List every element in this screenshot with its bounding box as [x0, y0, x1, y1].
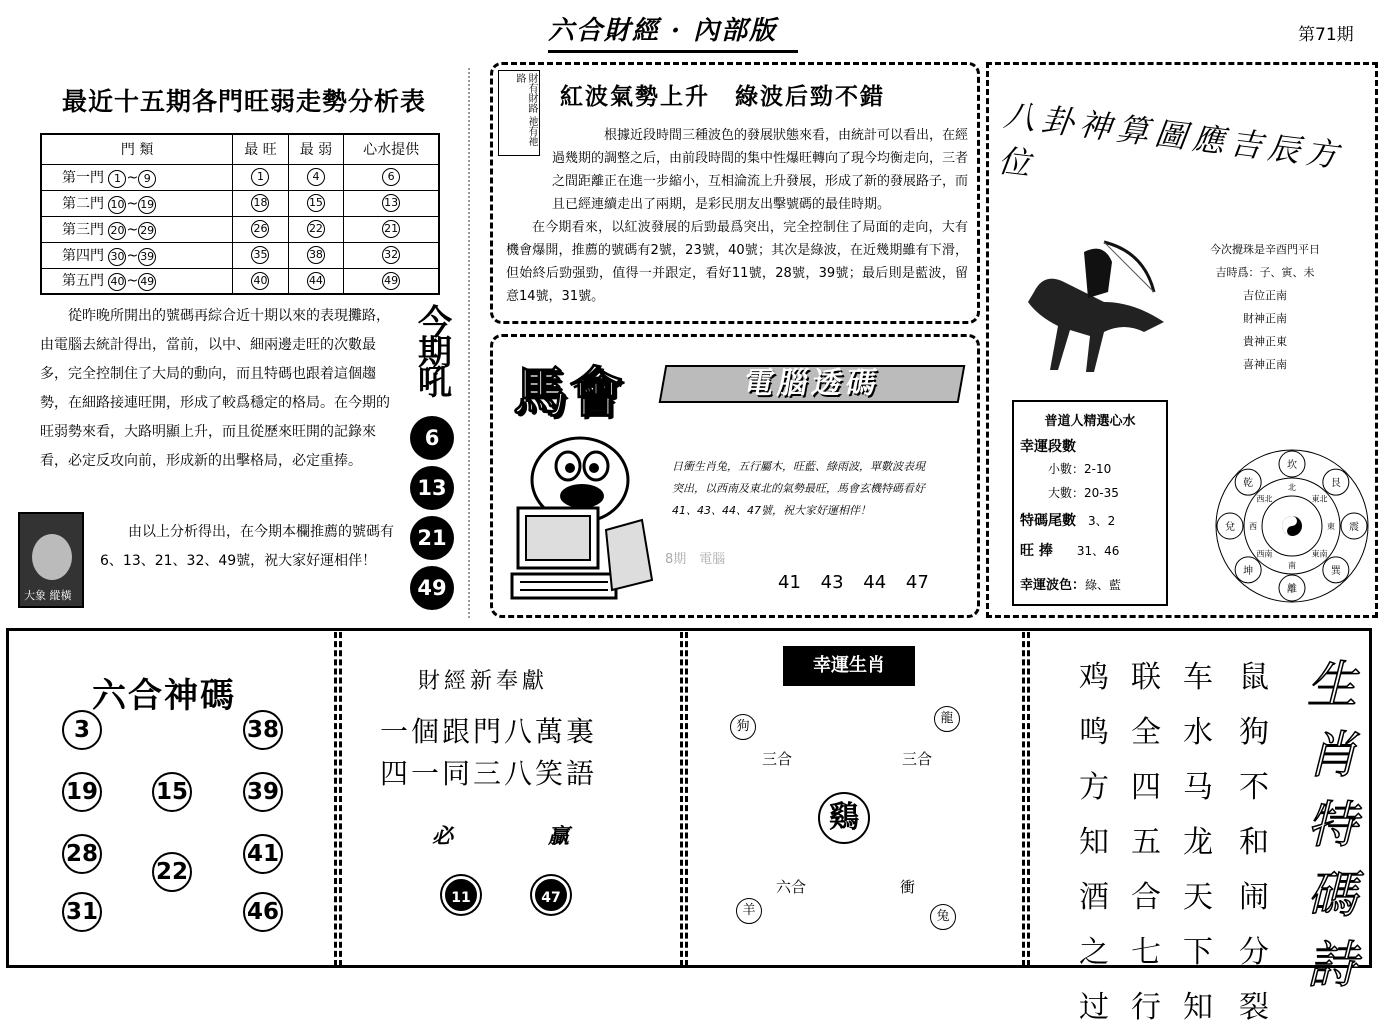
lhsm-number: 39: [243, 772, 283, 812]
cj-line-1: 一個跟門八萬裏: [380, 715, 598, 748]
range-to: 49: [138, 273, 156, 291]
liuhe-label: 六合: [776, 878, 807, 896]
pc-description: 日衝生肖兔，五行屬木，旺藍、綠雨波，單數波表現突出，以西南及東北的氣勢最旺，馬會玄機特碼看好41、43、44、47號，祝大家好運相伴！: [672, 460, 925, 517]
col-weak: 最 弱: [288, 134, 343, 164]
image-caption: 大象 縱橫: [24, 589, 72, 602]
lhsm-number: 19: [62, 772, 102, 812]
cj-title: 財經新奉獻: [418, 669, 549, 694]
pc-banner: 電腦透碼: [659, 365, 966, 403]
gate-label: 第三門: [62, 221, 104, 238]
info-line: 貴神正東: [1243, 335, 1287, 348]
lhsm-number: 31: [62, 892, 102, 932]
cj-ball: 47: [532, 876, 570, 914]
tail-value: 3、2: [1088, 514, 1116, 528]
weak-value: 44: [307, 272, 325, 290]
mahui-title: 馬會: [513, 360, 625, 424]
range-from: 40: [108, 273, 126, 291]
range-from: 30: [108, 248, 126, 266]
gate-label: 第一門: [62, 169, 104, 186]
compass-trigram: 兌: [1225, 522, 1235, 533]
range-sep: ~: [126, 169, 139, 186]
horse-rider-illustration: [1014, 232, 1179, 392]
pc-number: 44: [863, 572, 887, 593]
pick-ball: 6: [410, 416, 454, 460]
pc-number: 43: [820, 572, 844, 593]
pick-ball: 21: [410, 516, 454, 560]
strong-value: 18: [251, 194, 269, 212]
image-glow: [32, 534, 72, 580]
tail-label: 特碼尾數: [1020, 513, 1076, 529]
zodiac-dragon: 龍: [934, 706, 960, 732]
chong-label: 衝: [900, 878, 916, 896]
big-value: 20-35: [1084, 486, 1119, 500]
compass-direction: 東南: [1311, 549, 1328, 559]
zodiac-rooster: 鷄: [818, 792, 870, 844]
table-row: [41, 216, 439, 242]
masthead-title: 六合財經 · 內部版: [548, 16, 778, 46]
lhsm-number: 15: [152, 772, 192, 812]
sanhe-label-1: 三合: [762, 750, 793, 768]
tip-value: 49: [382, 272, 400, 290]
lhsm-title: 六合神碼: [92, 676, 236, 716]
luck-box: [1012, 400, 1168, 606]
range-sep: ~: [126, 273, 139, 290]
wang-value: 31、46: [1076, 544, 1120, 558]
lhsm-number: 41: [243, 834, 283, 874]
compass-trigram: 震: [1349, 522, 1359, 533]
color-value: 綠、藍: [1085, 578, 1122, 592]
wave-headline: 紅波氣勢上升 綠波后勁不錯: [560, 83, 885, 110]
col-gate: 門 類: [41, 134, 233, 164]
col-tip: 心水提供: [344, 134, 439, 164]
compass-trigram: 離: [1287, 584, 1297, 595]
range-from: 1: [108, 170, 126, 188]
gate-label: 第四門: [62, 247, 104, 264]
poem-column: 车 水 马 龙 天 下 知: [1183, 660, 1213, 1025]
recommend-paragraph: 由以上分析得出，在今期本欄推薦的號碼有6、13、21、32、49號，祝大家好運相伴！: [100, 524, 394, 569]
poem-column: 鼠 狗 不 和 闹 分 裂: [1239, 660, 1269, 1025]
strong-value: 40: [251, 272, 269, 290]
tip-value: 13: [382, 194, 400, 212]
range-sep: ~: [126, 195, 139, 212]
pick-ball: 13: [410, 466, 454, 510]
range-from: 20: [108, 222, 126, 240]
table-row: [41, 242, 439, 268]
lucky-range-label: 幸運段數: [1020, 439, 1076, 455]
mascot-illustration: [510, 430, 660, 610]
divider-1: [334, 632, 342, 966]
wang-label: 旺 捧: [1020, 543, 1053, 559]
col-strong: 最 旺: [233, 134, 288, 164]
wave-para-2: 在今期看來，以紅波發展的后勁最爲突出，完全控制住了局面的走向，大有機會爆開，推薦的號碼有2號，23號，40號；其次是綠波，在近幾期雖有下滑，但始終后勁强勁，值得一并跟定，看好11號，28號，39號；最后則是藍波，留意14號，31號。: [506, 220, 968, 304]
weak-value: 38: [307, 246, 325, 264]
tip-value: 21: [382, 220, 400, 238]
issue-number: 第71期: [1298, 25, 1354, 45]
bagua-title: 八卦神算圖應吉辰方位: [996, 95, 1346, 184]
cj-ball: 11: [442, 876, 480, 914]
zodiac-rabbit: 兔: [930, 904, 956, 930]
compass-trigram: 坎: [1287, 460, 1297, 471]
lhsm-number: 22: [152, 852, 192, 892]
lhsm-number: 28: [62, 834, 102, 874]
compass-trigram: 坤: [1243, 565, 1254, 577]
pick-ball: 49: [410, 566, 454, 610]
compass-direction: 西: [1249, 522, 1257, 531]
strong-value: 35: [251, 246, 269, 264]
lhsm-number: 3: [62, 710, 102, 750]
info-line: 喜神正南: [1243, 358, 1287, 371]
range-from: 10: [108, 196, 126, 214]
gate-label: 第五門: [62, 273, 104, 290]
luck-title: 普道人精選心水: [1044, 414, 1136, 429]
zodiac-dog: 狗: [730, 714, 756, 740]
masthead-rule: [548, 50, 798, 53]
gate-label: 第二門: [62, 195, 104, 212]
elephant-image: [18, 512, 84, 608]
small-label: 小數：: [1048, 462, 1085, 476]
poem-column: 联 全 四 五 合 七 行: [1131, 660, 1161, 1025]
divider-3: [1022, 632, 1030, 966]
lucky-zodiac-title: 幸運生肖: [783, 646, 915, 686]
divider-2: [680, 632, 688, 966]
sxtm-title: 生 肖 特 碼 詩: [1307, 656, 1357, 994]
small-value: 2-10: [1084, 462, 1112, 476]
info-line: 今次攪珠是辛酉門平日: [1210, 243, 1320, 256]
info-line: 吉位正南: [1243, 289, 1287, 302]
compass-direction: 西北: [1256, 494, 1273, 504]
wave-paragraphs: [506, 124, 968, 308]
weak-value: 22: [307, 220, 325, 238]
tip-value: 32: [382, 246, 400, 264]
strong-value: 26: [251, 220, 269, 238]
sanhe-label-2: 三合: [902, 750, 933, 768]
zodiac-sheep: 羊: [736, 898, 762, 924]
table-row: [41, 190, 439, 216]
bi-char: 必: [432, 823, 453, 848]
wave-para-1: 根據近段時間三種波色的發展狀態來看，由統計可以看出，在經過幾期的調整之后，由前段時間的集中性爆旺轉向了現今均衡走向，三者之間距離正在進一步縮小，互相淪流上升發展，形成了新的發展路子，而且已經連續走出了兩期，是彩民朋友出擊號碼的最佳時期。: [552, 128, 969, 212]
pc-number: 41: [778, 572, 801, 593]
pc-number: 47: [905, 572, 929, 593]
range-sep: ~: [126, 247, 139, 264]
range-to: 39: [138, 248, 156, 266]
pc-faded-text: 8期 電腦: [665, 552, 726, 567]
color-label: 幸運波色：: [1020, 578, 1086, 593]
info-line: 吉時爲：子、寅、未: [1215, 266, 1315, 279]
badge: 財有財路 祂有祂路: [498, 70, 540, 156]
pc-numbers: [778, 572, 968, 593]
auspicious-info: [1180, 238, 1350, 376]
bagua-compass: [1213, 447, 1371, 605]
compass-trigram: 巽: [1330, 565, 1341, 577]
lhsm-number: 46: [243, 892, 283, 932]
strong-value: 1: [251, 168, 269, 186]
compass-trigram: 乾: [1243, 478, 1254, 490]
weak-value: 15: [307, 194, 325, 212]
compass-trigram: 艮: [1330, 478, 1341, 490]
compass-direction: 西南: [1256, 549, 1273, 559]
range-sep: ~: [126, 221, 139, 238]
compass-direction: 東: [1327, 522, 1335, 531]
info-line: 財神正南: [1243, 312, 1287, 325]
table-row: [41, 164, 439, 190]
range-to: 9: [138, 170, 156, 188]
compass-direction: 北: [1288, 483, 1296, 492]
range-to: 29: [138, 222, 156, 240]
analysis-paragraph: 從昨晚所開出的號碼再綜合近十期以來的表現攤路，由電腦去統計得出，當前，以中、細兩邊走旺的次數最多，完全控制住了大局的動向，而且特碼也跟着這個趨勢，在細路接連旺開，形成了較爲穩定的格局。在今期的旺弱勢來看，大路明顯上升，而且從歷來旺開的記錄來看，必定反攻向前，形成新的出擊格局，必定重捧。: [40, 308, 390, 469]
vertical-title: 今 期 吼: [418, 303, 452, 403]
trend-table: [40, 133, 440, 295]
compass-direction: 南: [1288, 561, 1296, 570]
range-to: 19: [138, 196, 156, 214]
cj-line-2: 四一同三八笑語: [380, 757, 598, 790]
compass-direction: 東北: [1311, 494, 1328, 504]
table-row: [41, 268, 439, 294]
poem-column: 鸡 鸣 方 知 酒 之 过: [1079, 660, 1109, 1025]
trend-table-title: 最近十五期各門旺弱走勢分析表: [62, 87, 427, 116]
weak-value: 4: [307, 168, 325, 186]
lhsm-number: 38: [243, 710, 283, 750]
ying-char: 贏: [548, 823, 569, 848]
big-label: 大數：: [1048, 486, 1085, 500]
tip-value: 6: [382, 168, 400, 186]
